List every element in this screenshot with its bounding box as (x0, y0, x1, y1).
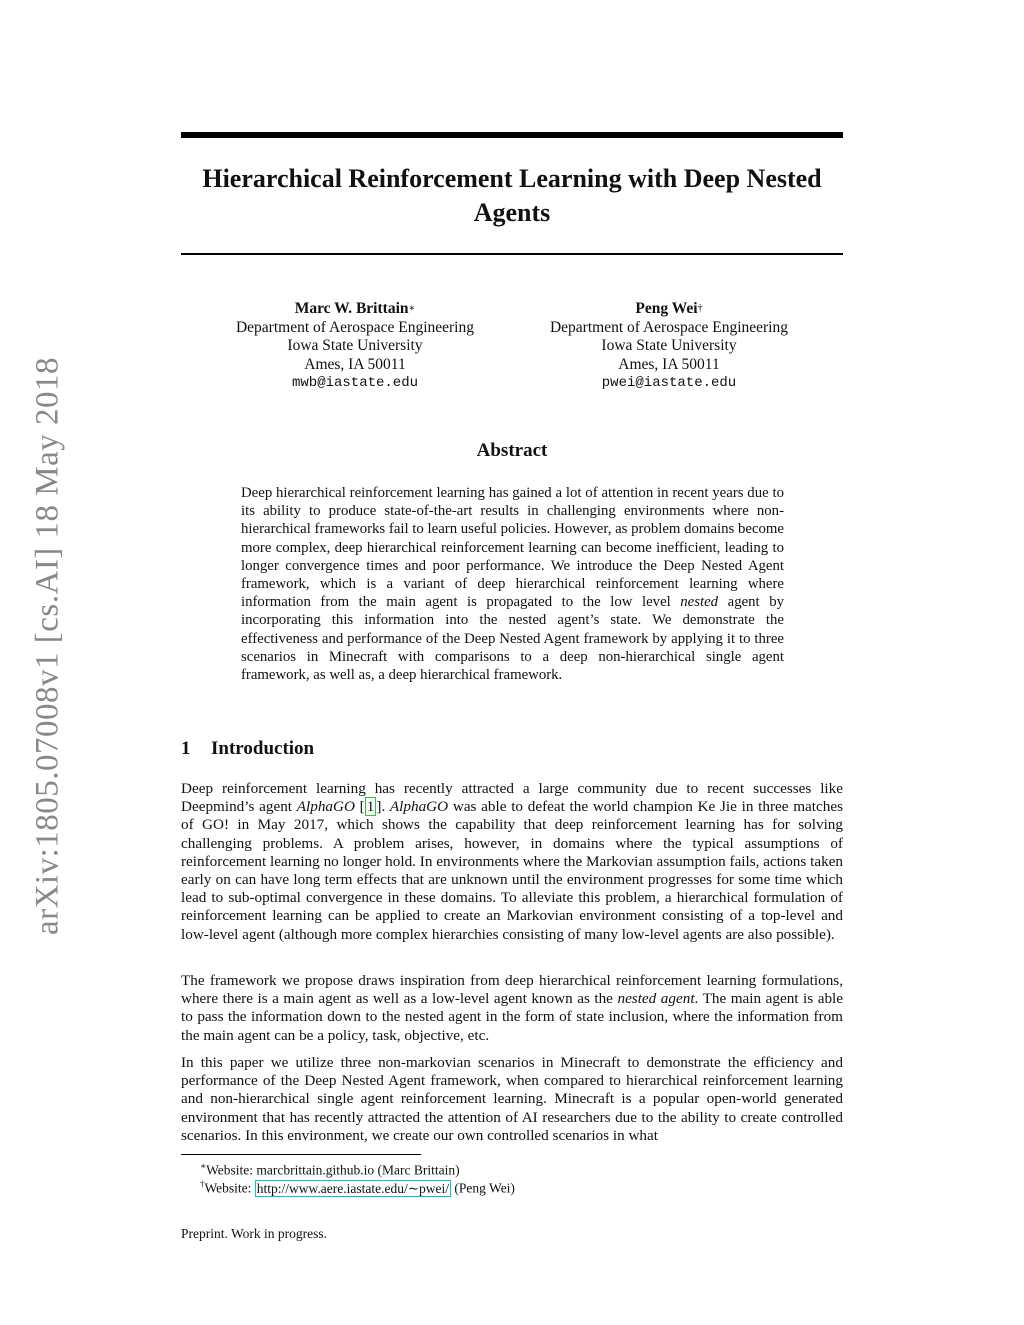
author-block-1 (190, 300, 520, 393)
paragraph-text: [ (354, 798, 365, 816)
paragraph-text: The framework we propose draws inspiration from deep hierarchical reinforcement learning formulations, where there is a main agent as well as a low-level agent known as the (181, 972, 843, 1008)
author-university: Iowa State University (287, 337, 423, 354)
abstract-italic-term: nested (680, 594, 719, 611)
footnote-2 (200, 1176, 515, 1197)
intro-paragraph-2 (181, 972, 843, 1045)
arxiv-identifier-text: arXiv:1805.07008v1 [cs.AI] 18 May 2018 (29, 356, 66, 936)
footnote-link[interactable]: marcbrittain.github.io (256, 1162, 375, 1178)
paragraph-text: was able to defeat the world champion Ke Jie in three matches of GO! in May 2017, which shows the capability that deep reinforcement learning has for solving challenging problems. A problem arises, however, in domains where the typical assumptions of reinforcement learning no longer hold. In environments where the Markovian assumption fails, actions taken early on can have long term effects that are unknown until the environment progresses for some time which lead to sub-optimal convergence in these domains. To alleviate this problem, a hierarchical formulation of reinforcement learning can be applied to create an Markovian environment consisting of a top-level and low-level agent (although more complex hierarchies consisting of many low-level agents are also possible). (181, 798, 843, 943)
italic-term: AlphaGO (296, 798, 355, 816)
paragraph-text: ]. (376, 798, 390, 816)
abstract-heading: Abstract (476, 440, 548, 461)
section-heading-introduction (181, 738, 314, 760)
author-email[interactable]: pwei@iastate.edu (601, 375, 737, 391)
paragraph-text: . The main agent is able to pass the information down to the nested agent in the form of state inclusion, where the information from the main agent can be a policy, task, objective, etc. (181, 990, 843, 1044)
abstract-text-part: agent by incorporating this information into the nested agent’s state. We demonstrate the effectiveness and performance of the Deep Nested Agent framework by applying it to three scenarios in Minecraft with comparisons to a deep non-hierarchical single agent framework, as well as, a deep hierarchical framework. (241, 594, 784, 684)
italic-term: nested agent (617, 990, 695, 1008)
footnote-suffix: (Marc Brittain) (374, 1162, 460, 1178)
author-footnote-mark: † (697, 303, 703, 314)
title-bottom-rule (181, 253, 843, 255)
footnote-suffix: (Peng Wei) (451, 1180, 515, 1196)
paper-title: Hierarchical Reinforcement Learning with Deep Nested Agents (202, 164, 822, 227)
author-university: Iowa State University (601, 337, 737, 354)
author-footnote-mark: ∗ (408, 303, 416, 314)
arxiv-identifier (28, 350, 68, 942)
footnote-link[interactable]: http://www.aere.iastate.edu/∼pwei/ (256, 1180, 450, 1196)
section-title: Introduction (211, 738, 315, 759)
author-email[interactable]: mwb@iastate.edu (291, 375, 419, 391)
italic-term: AlphaGO (389, 798, 449, 816)
author-location: Ames, IA 50011 (618, 355, 720, 373)
footnote-label: Website: (204, 1180, 255, 1196)
section-number: 1 (181, 738, 191, 759)
author-block-2 (504, 300, 834, 393)
author-department: Department of Aerospace Engineering (549, 318, 788, 336)
abstract-text (241, 484, 784, 684)
footnote-mark: ∗ (200, 1161, 207, 1171)
abstract-text-part: Deep hierarchical reinforcement learning has gained a lot of attention in recent years due to its ability to produce state-of-the-art results in challenging environments where non-hierarchical frameworks fail to learn useful policies. However, as problem domains become more complex, deep hierarchical reinforcement learning can become inefficient, leading to longer convergence times and poor performance. We introduce the Deep Nested Agent framework, which is a variant of deep hierarchical reinforcement learning where information from the main agent is propagated to the low level (241, 485, 784, 611)
intro-paragraph-1 (181, 780, 843, 944)
author-location: Ames, IA 50011 (304, 355, 406, 373)
footnote-rule (181, 1154, 421, 1155)
preprint-footer: Preprint. Work in progress. (181, 1226, 328, 1241)
intro-paragraph-3: In this paper we utilize three non-markovian scenarios in Minecraft to demonstrate the efficiency and performance of the Deep Nested Agent framework, when compared to hierarchical reinforcement learning and non-hierarchical single agent reinforcement learning. Minecraft is a popular open-world generated environment that has recently attracted the attention of AI researchers due to the ability to create controlled scenarios. In this environment, we create our own controlled scenarios in what (181, 1054, 843, 1144)
author-name: Marc W. Brittain (294, 300, 409, 317)
author-department: Department of Aerospace Engineering (235, 318, 474, 336)
title-top-rule (181, 132, 843, 138)
author-name: Peng Wei (635, 300, 698, 317)
paragraph-text: Deep reinforcement learning has recently attracted a large community due to recent successes like Deepmind’s agent (181, 780, 843, 816)
citation-link[interactable]: 1 (366, 798, 375, 816)
footnote-label: Website: (206, 1162, 257, 1178)
footnote-mark: † (200, 1179, 205, 1189)
